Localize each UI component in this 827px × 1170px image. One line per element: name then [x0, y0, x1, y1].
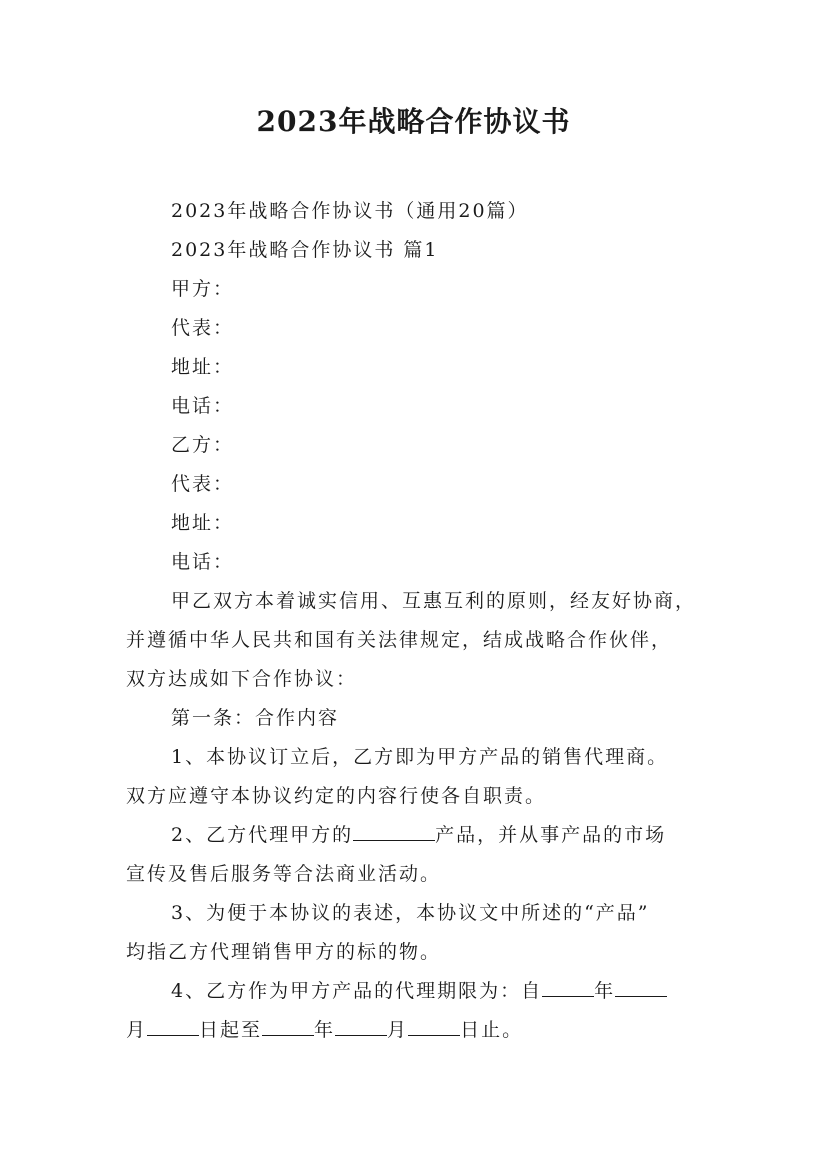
- clause-3-line-1: 3、为便于本协议的表述，本协议文中所述的“产品”: [171, 902, 650, 924]
- clause-4-end-year-label: 年: [314, 1019, 336, 1041]
- party-b-address: 地址：: [171, 512, 235, 534]
- clause-1-line-2: 双方应遵守本协议约定的内容行使各自职责。: [126, 785, 547, 807]
- clause-2-text-start: 2、乙方代理甲方的: [171, 824, 354, 846]
- product-blank: [353, 818, 435, 841]
- clause-4-line-2: [126, 1011, 716, 1050]
- clause-1-line-1: 1、本协议订立后，乙方即为甲方产品的销售代理商。: [171, 746, 669, 768]
- party-b-representative: 代表：: [171, 473, 235, 495]
- document-body: [126, 192, 716, 1050]
- preamble-line-3: 双方达成如下合作协议：: [126, 668, 358, 690]
- end-day-blank: [408, 1013, 460, 1036]
- party-a-phone: 电话：: [171, 395, 235, 417]
- preamble-line-1: 甲乙双方本着诚实信用、互惠互利的原则，经友好协商，: [171, 590, 697, 612]
- party-b-label: 乙方：: [171, 434, 235, 456]
- end-year-blank: [262, 1013, 314, 1036]
- party-a-representative: 代表：: [171, 317, 235, 339]
- document-title: 2023年战略合作协议书: [256, 105, 571, 138]
- clause-2-line-1: [126, 816, 716, 855]
- clause-4-end-month-label: 月: [387, 1019, 409, 1041]
- clause-2-line-2: 宣传及售后服务等合法商业活动。: [126, 863, 442, 885]
- article-1-heading: 第一条：合作内容: [171, 707, 340, 729]
- party-a-label: 甲方：: [171, 278, 235, 300]
- start-day-blank: [147, 1013, 199, 1036]
- start-year-blank: [542, 974, 594, 997]
- section-heading: 2023年战略合作协议书 篇1: [171, 239, 439, 261]
- preamble-line-2: 并遵循中华人民共和国有关法律规定，结成战略合作伙伴，: [126, 629, 673, 651]
- party-a-address: 地址：: [171, 356, 235, 378]
- clause-3-line-2: 均指乙方代理销售甲方的标的物。: [126, 941, 442, 963]
- clause-4-day-to-label: 日止。: [460, 1019, 524, 1041]
- clause-4-year-label: 年: [594, 980, 616, 1002]
- clause-4-month-label: 月: [126, 1019, 148, 1041]
- start-month-blank: [615, 974, 667, 997]
- document-subtitle: 2023年战略合作协议书（通用20篇）: [171, 200, 529, 222]
- clause-2-text-end: 产品，并从事产品的市场: [435, 824, 667, 846]
- party-b-phone: 电话：: [171, 551, 235, 573]
- clause-4-day-from-label: 日起至: [199, 1019, 263, 1041]
- clause-4-text-start: 4、乙方作为甲方产品的代理期限为：自: [171, 980, 543, 1002]
- clause-4-line-1: [126, 972, 716, 1011]
- end-month-blank: [335, 1013, 387, 1036]
